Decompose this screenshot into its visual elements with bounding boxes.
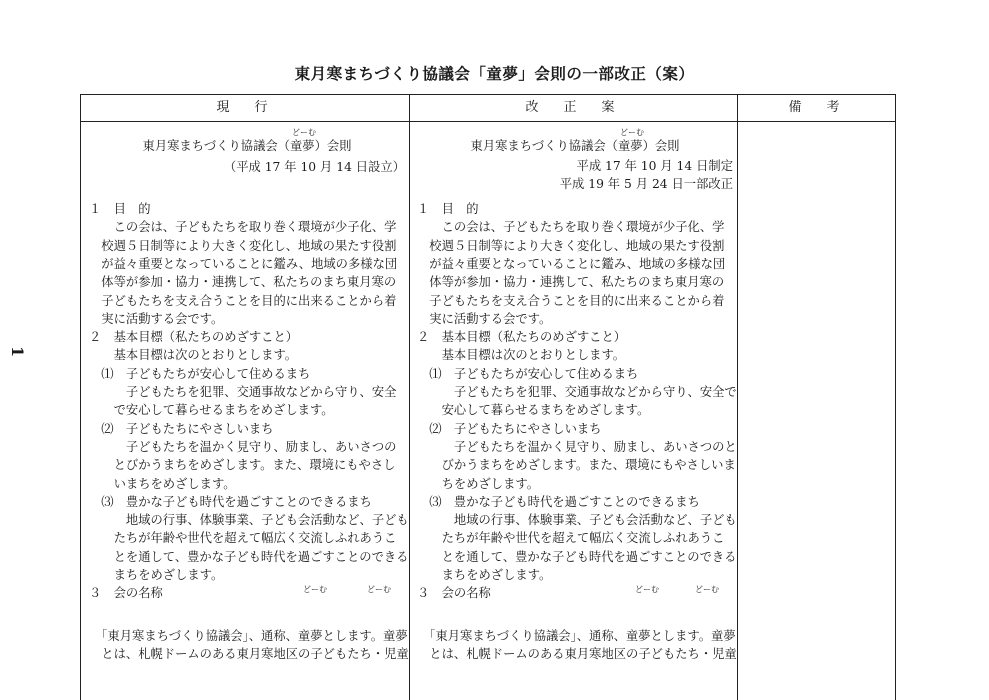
rule-title: 東月寒まちづくり協議会（童夢）会則: [142, 139, 352, 153]
body-line: 体等が参加・協力・連携して、私たちのまち東月寒の: [89, 275, 397, 290]
column-divider-1: [409, 95, 410, 700]
document-title: 東月寒まちづくり協議会「童夢」会則の一部改正（案）: [294, 65, 695, 83]
body-line: 「東月寒まちづくり協議会」、通称、童夢とします。童夢: [89, 628, 408, 643]
established-date: （平成 17 年 10 月 14 日設立）: [223, 160, 405, 174]
body-line: 子どもたちを支え合うことを目的に出来ることから着: [417, 293, 725, 308]
ruby-domu-a: どーむ: [303, 585, 327, 594]
body-line: 地域の行事、体験事業、子ども会活動など、子ども: [89, 513, 409, 528]
body-line: 子どもたちを犯罪、交通事故などから守り、安全: [89, 385, 397, 399]
body-line: びかうまちをめざします。また、環境にもやさしいま: [417, 458, 736, 473]
body-line: 基本目標は次のとおりとします。: [89, 348, 298, 363]
body-line: とを通して、豊かな子ども時代を過ごすことのできる: [417, 549, 737, 564]
body-line: 校週５日制等により大きく変化し、地域の果たす役割: [89, 238, 397, 253]
body-line: ２ 基本目標（私たちのめざすこと）: [417, 330, 627, 345]
body-line: １ 目 的: [417, 202, 479, 216]
body-line: ２ 基本目標（私たちのめざすこと）: [89, 330, 299, 345]
body-line: 実に活動する会です。: [417, 311, 552, 326]
body-line: ⑵ 子どもたちにやさしいまち: [89, 421, 274, 436]
body-line: ちをめざします。: [417, 476, 539, 491]
body-line: 子どもたちを温かく見守り、励まし、あいさつの: [89, 439, 397, 454]
body-line: とは、札幌ドームのある東月寒地区の子どもたち・児童: [89, 647, 409, 662]
ruby-domu: どーむ: [620, 128, 644, 137]
body-line: 実に活動する会です。: [89, 311, 224, 326]
established-date: 平成 17 年 10 月 14 日制定: [576, 159, 733, 173]
body-line: [417, 610, 733, 627]
body-line: たちが年齢や世代を超えて幅広く交流しふれあうこ: [417, 531, 725, 546]
ruby-domu-a: どーむ: [635, 585, 659, 594]
body-line: ⑶ 豊かな子ども時代を過ごすことのできるまち: [417, 494, 700, 509]
body-line: この会は、子どもたちを取り巻く環境が少子化、学: [89, 220, 397, 235]
ruby-domu-b: どーむ: [695, 585, 719, 594]
body-line: この会は、子どもたちを取り巻く環境が少子化、学: [417, 220, 725, 235]
comparison-table: [80, 94, 896, 700]
header-remarks: 備 考: [788, 100, 846, 115]
header-current: 現 行: [216, 100, 274, 115]
body-line: まちをめざします。: [417, 568, 552, 582]
body-line: 校週５日制等により大きく変化し、地域の果たす役割: [417, 238, 725, 253]
body-line: 子どもたちを犯罪、交通事故などから守り、安全で: [417, 385, 737, 399]
body-line: とびかうまちをめざします。また、環境にもやさし: [89, 458, 396, 473]
header-proposed: 改 正 案: [525, 100, 621, 115]
body-line: ３ 会の名称: [417, 586, 491, 601]
body-line: ⑴ 子どもたちが安心して住めるまち: [89, 366, 311, 381]
body-line: 子どもたちを温かく見守り、励まし、あいさつのと: [417, 439, 737, 454]
body-line: ⑶ 豊かな子ども時代を過ごすことのできるまち: [89, 494, 372, 509]
proposed-column: [417, 121, 737, 700]
body-line: ３ 会の名称: [89, 586, 163, 601]
body-line: とは、札幌ドームのある東月寒地区の子どもたち・児童: [417, 647, 737, 662]
body-line: が益々重要となっていることに鑑み、地域の多様な団: [89, 256, 398, 271]
body-line: 地域の行事、体験事業、子ども会活動など、子ども: [417, 513, 737, 528]
amended-date: 平成 19 年 5 月 24 日一部改正: [559, 177, 733, 191]
body-line: で安心して暮らせるまちをめざします。: [89, 403, 334, 418]
current-column: [89, 121, 409, 700]
body-line: が益々重要となっていることに鑑み、地域の多様な団: [417, 256, 726, 271]
body-line: 子どもたちを支え合うことを目的に出来ることから着: [89, 293, 397, 308]
body-line: １ 目 的: [89, 202, 151, 216]
body-line: 安心して暮らせるまちをめざします。: [417, 403, 650, 418]
body-line: 基本目標は次のとおりとします。: [417, 348, 626, 363]
body-line: [89, 610, 405, 627]
body-line: 「東月寒まちづくり協議会」、通称、童夢とします。童夢: [417, 628, 736, 643]
ruby-domu: どーむ: [292, 128, 316, 137]
body-line: まちをめざします。: [89, 568, 224, 582]
column-divider-2: [737, 95, 738, 700]
rule-title: 東月寒まちづくり協議会（童夢）会則: [470, 139, 680, 153]
body-line: 体等が参加・協力・連携して、私たちのまち東月寒の: [417, 275, 725, 290]
page-margin-mark: 1: [8, 346, 27, 358]
body-line: たちが年齢や世代を超えて幅広く交流しふれあうこ: [89, 531, 397, 546]
body-line: ⑵ 子どもたちにやさしいまち: [417, 421, 602, 436]
ruby-domu-b: どーむ: [367, 585, 391, 594]
body-line: ⑴ 子どもたちが安心して住めるまち: [417, 366, 639, 381]
body-line: いまちをめざします。: [89, 476, 236, 491]
body-line: とを通して、豊かな子ども時代を過ごすことのできる: [89, 549, 409, 564]
remarks-column: [745, 121, 893, 700]
